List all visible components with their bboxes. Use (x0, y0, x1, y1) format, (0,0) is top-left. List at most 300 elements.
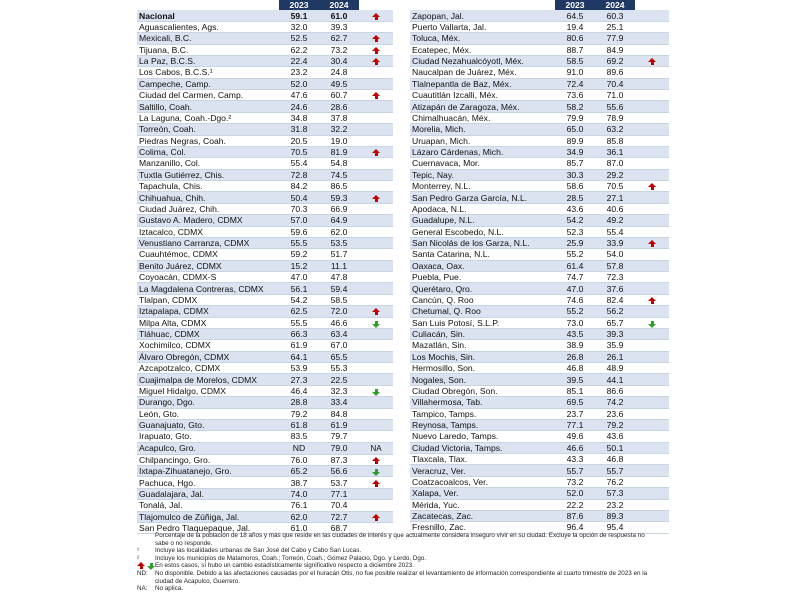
change-indicator (635, 328, 669, 339)
value-2023: 26.8 (555, 351, 595, 362)
value-2023: 30.3 (555, 169, 595, 180)
change-indicator (635, 203, 669, 214)
value-2023: 59.2 (279, 249, 319, 260)
value-2024: 95.4 (595, 522, 635, 533)
table-row (137, 477, 393, 488)
table-row (137, 500, 393, 511)
city-name: Cuautitlán Izcalli, Méx. (410, 90, 555, 101)
table-row (410, 476, 669, 487)
green-down-arrow-icon (372, 472, 380, 476)
change-indicator (359, 500, 393, 511)
change-indicator (635, 226, 669, 237)
table-row (137, 135, 393, 146)
change-indicator (635, 317, 669, 328)
red-up-arrow-icon (372, 149, 380, 153)
value-2024: 65.7 (595, 317, 635, 328)
city-name: San Luis Potosí, S.L.P. (410, 317, 555, 328)
city-name: Veracruz, Ver. (410, 465, 555, 476)
value-2024: 28.6 (319, 101, 359, 112)
value-2024: 24.8 (319, 67, 359, 78)
value-2023: 79.9 (555, 112, 595, 123)
red-up-arrow-icon (648, 297, 656, 301)
value-2023: 28.5 (555, 192, 595, 203)
value-2024: 40.6 (595, 203, 635, 214)
value-2024: 64.9 (319, 215, 359, 226)
value-2024: 33.4 (319, 397, 359, 408)
value-2024: 84.8 (319, 408, 359, 419)
table-row (137, 44, 393, 55)
city-name: Iztapalapa, CDMX (137, 306, 279, 317)
footnote-na-key: NA: (137, 585, 148, 593)
city-name: Azcapotzalco, CDMX (137, 363, 279, 374)
value-2023: 50.4 (279, 192, 319, 203)
change-indicator (359, 283, 393, 294)
table-row (137, 203, 393, 214)
red-up-arrow-icon (648, 240, 656, 244)
city-name: Mazatlán, Sin. (410, 340, 555, 351)
city-name: Lázaro Cárdenas, Mich. (410, 146, 555, 157)
table-row (410, 192, 669, 203)
red-up-arrow-icon (137, 562, 145, 566)
value-2024: 44.1 (595, 374, 635, 385)
city-name: La Paz, B.C.S. (137, 55, 279, 66)
value-2023: 72.8 (279, 169, 319, 180)
table-row (137, 317, 393, 328)
value-2024: 30.4 (319, 55, 359, 66)
table-row (137, 363, 393, 374)
change-indicator (359, 374, 393, 385)
table-row (137, 294, 393, 305)
city-name: Cuajimalpa de Morelos, CDMX (137, 374, 279, 385)
city-name: Ciudad Juárez, Chih. (137, 203, 279, 214)
value-2024: 50.1 (595, 442, 635, 453)
city-name: Toluca, Méx. (410, 33, 555, 44)
value-2024: 37.6 (595, 283, 635, 294)
table-row (137, 226, 393, 237)
change-indicator (359, 67, 393, 78)
table-row (410, 374, 669, 385)
value-2024: 51.7 (319, 249, 359, 260)
change-indicator (359, 340, 393, 351)
value-2023: 54.2 (555, 215, 595, 226)
city-name: Naucalpan de Juárez, Méx. (410, 67, 555, 78)
value-2024: 46.6 (319, 317, 359, 328)
value-2023: 39.5 (555, 374, 595, 385)
city-name: La Laguna, Coah.-Dgo.² (137, 112, 279, 123)
value-2024: 32.2 (319, 124, 359, 135)
footnotes (137, 532, 657, 593)
table-row (410, 260, 669, 271)
city-name: Los Mochis, Sin. (410, 351, 555, 362)
value-2023: 66.3 (279, 328, 319, 339)
change-indicator (635, 158, 669, 169)
table-row (410, 249, 669, 260)
change-indicator (359, 192, 393, 203)
city-name: Tlaxcala, Tlax. (410, 454, 555, 465)
table-row (410, 442, 669, 453)
change-indicator (635, 488, 669, 499)
table-row (137, 33, 393, 44)
change-indicator (359, 477, 393, 488)
value-2024: 61.9 (319, 419, 359, 430)
change-indicator (635, 272, 669, 283)
table-row (137, 408, 393, 419)
footnote-nd-text: No disponible. Debido a las afectaciones causadas por el huracán Otis, no fue posible realizar el levantamiento de información correspondiente al cuarto trimestre de 2023 en la ciudad de Acapulco, Guerrero. (155, 569, 648, 585)
value-2023: 58.5 (555, 55, 595, 66)
red-up-arrow-icon (372, 514, 380, 518)
value-2023: 56.1 (279, 283, 319, 294)
table-row (137, 488, 393, 499)
city-name: Nuevo Laredo, Tamps. (410, 431, 555, 442)
value-2023: 23.2 (279, 67, 319, 78)
year-2023-header: 2023 (279, 0, 319, 10)
table-row (137, 169, 393, 180)
table-row (410, 226, 669, 237)
table-row (137, 101, 393, 112)
table-row (410, 488, 669, 499)
change-indicator (359, 237, 393, 248)
table-row (410, 408, 669, 419)
city-name: Reynosa, Tamps. (410, 419, 555, 430)
change-indicator (359, 55, 393, 66)
table-row (410, 67, 669, 78)
table-row (410, 146, 669, 157)
change-indicator (359, 385, 393, 396)
change-indicator (359, 101, 393, 112)
value-2024: 35.9 (595, 340, 635, 351)
change-indicator (359, 44, 393, 55)
value-2024: 62.0 (319, 226, 359, 237)
table-row (137, 249, 393, 260)
city-name: Nogales, Son. (410, 374, 555, 385)
city-name: Mexicali, B.C. (137, 33, 279, 44)
right-data-table (410, 0, 669, 534)
value-2024: 67.0 (319, 340, 359, 351)
value-2023: 49.6 (555, 431, 595, 442)
table-row (137, 272, 393, 283)
change-indicator (635, 465, 669, 476)
red-up-arrow-icon (648, 183, 656, 187)
value-2024: 11.1 (319, 260, 359, 271)
city-name: Cuauhtémoc, CDMX (137, 249, 279, 260)
value-2023: 62.2 (279, 44, 319, 55)
table-row (410, 33, 669, 44)
value-2023: 55.4 (279, 158, 319, 169)
value-2024: 47.8 (319, 272, 359, 283)
city-name: Ciudad del Carmen, Camp. (137, 90, 279, 101)
city-name: Ciudad Victoria, Tamps. (410, 442, 555, 453)
value-2024: 74.5 (319, 169, 359, 180)
city-name: Querétaro, Qro. (410, 283, 555, 294)
value-2023: ND (279, 442, 319, 454)
change-indicator (635, 146, 669, 157)
value-2024: 46.8 (595, 454, 635, 465)
city-name: Fresnillo, Zac. (410, 522, 555, 533)
change-indicator (635, 78, 669, 89)
city-name: Coatzacoalcos, Ver. (410, 476, 555, 487)
value-2023: 52.5 (279, 33, 319, 44)
value-2024: 59.3 (319, 192, 359, 203)
value-2023: 43.3 (555, 454, 595, 465)
table-row (137, 283, 393, 294)
value-2023: 85.7 (555, 158, 595, 169)
table-row (410, 510, 669, 521)
footnote-nd-key: ND: (137, 569, 148, 577)
value-2023: 88.7 (555, 44, 595, 55)
city-name: Mérida, Yuc. (410, 499, 555, 510)
city-name: La Magdalena Contreras, CDMX (137, 283, 279, 294)
change-indicator (635, 340, 669, 351)
table-row (137, 215, 393, 226)
table-row (410, 112, 669, 123)
change-indicator (635, 90, 669, 101)
change-indicator (635, 363, 669, 374)
value-2024: 66.9 (319, 203, 359, 214)
value-2023: 91.0 (555, 67, 595, 78)
change-indicator (359, 294, 393, 305)
na-label: NA (370, 443, 382, 453)
value-2024: 57.3 (595, 488, 635, 499)
value-2024: 70.4 (595, 78, 635, 89)
red-up-arrow-icon (372, 195, 380, 199)
city-name: Gustavo A. Madero, CDMX (137, 215, 279, 226)
value-2024: 27.1 (595, 192, 635, 203)
city-name: Tlalnepantla de Baz, Méx. (410, 78, 555, 89)
table-row (137, 374, 393, 385)
table-row (137, 146, 393, 157)
table-row (137, 466, 393, 477)
value-2024: 81.9 (319, 146, 359, 157)
table-row (410, 101, 669, 112)
footnote-na (137, 585, 657, 593)
value-2024: 53.7 (319, 477, 359, 488)
city-name: Guadalupe, N.L. (410, 215, 555, 226)
change-indicator (635, 385, 669, 396)
city-name: Acapulco, Gro. (137, 442, 279, 454)
change-indicator (635, 283, 669, 294)
city-name: Chetumal, Q. Roo (410, 306, 555, 317)
change-indicator (635, 101, 669, 112)
value-2024: 70.5 (595, 181, 635, 192)
city-name: Milpa Alta, CDMX (137, 317, 279, 328)
change-indicator (359, 328, 393, 339)
change-indicator (635, 408, 669, 419)
change-indicator (359, 135, 393, 146)
left-data-table (137, 0, 393, 534)
footnote-main-text: Porcentaje de la población de 18 años y más que reside en las ciudades de interés y que actualmente considera inseguro vivir en su ciudad. Excluye la opción de respuesta no sabe o no responde. (155, 532, 645, 547)
value-2024: 72.7 (319, 511, 359, 522)
red-up-arrow-icon (372, 92, 380, 96)
change-indicator (635, 44, 669, 55)
table-row (137, 351, 393, 362)
change-indicator (635, 442, 669, 453)
value-2023: 74.7 (555, 272, 595, 283)
green-down-arrow-icon (372, 392, 380, 396)
city-name: Zacatecas, Zac. (410, 510, 555, 521)
value-2024: 32.3 (319, 385, 359, 396)
table-row (410, 78, 669, 89)
change-indicator (359, 408, 393, 419)
city-name: Apodaca, N.L. (410, 203, 555, 214)
value-2024: 69.2 (595, 55, 635, 66)
value-2023: 46.8 (555, 363, 595, 374)
table-row (137, 340, 393, 351)
value-2023: 65.0 (555, 124, 595, 135)
green-down-arrow-icon (372, 324, 380, 328)
value-2024: 48.9 (595, 363, 635, 374)
city-name: Campeche, Camp. (137, 78, 279, 89)
city-name: Zapopan, Jal. (410, 10, 555, 21)
table-row (137, 385, 393, 396)
change-indicator (359, 215, 393, 226)
change-indicator (359, 317, 393, 328)
change-indicator (635, 294, 669, 305)
city-name: Tlalpan, CDMX (137, 294, 279, 305)
change-indicator (635, 510, 669, 521)
table-row (137, 181, 393, 192)
value-2024: 65.5 (319, 351, 359, 362)
value-2023: 64.1 (279, 351, 319, 362)
table-row (410, 283, 669, 294)
change-indicator (635, 112, 669, 123)
city-name: Atizapán de Zaragoza, Méx. (410, 101, 555, 112)
city-name: Tlajomulco de Zúñiga, Jal. (137, 511, 279, 522)
city-name: Nacional (137, 10, 279, 21)
value-2024: 22.5 (319, 374, 359, 385)
value-2023: 70.5 (279, 146, 319, 157)
value-2023: 52.0 (279, 78, 319, 89)
change-indicator (359, 351, 393, 362)
change-indicator (359, 272, 393, 283)
change-indicator (359, 397, 393, 408)
city-name: Piedras Negras, Coah. (137, 135, 279, 146)
footnote-nd (137, 570, 657, 585)
value-2024: 60.3 (595, 10, 635, 21)
change-indicator (359, 10, 393, 21)
green-down-arrow-icon (147, 566, 155, 570)
value-2024: 43.6 (595, 431, 635, 442)
table-row (410, 317, 669, 328)
value-2023: 31.8 (279, 124, 319, 135)
table-row (137, 454, 393, 465)
value-2023: 83.5 (279, 431, 319, 442)
value-2023: 55.5 (279, 317, 319, 328)
indicator-column-header (635, 0, 669, 10)
change-indicator (359, 226, 393, 237)
table-row (410, 351, 669, 362)
value-2023: 55.7 (555, 465, 595, 476)
value-2024: 72.3 (595, 272, 635, 283)
table-row (137, 431, 393, 442)
table-row (410, 499, 669, 510)
table-row (137, 21, 393, 32)
table-row (410, 169, 669, 180)
table-row (137, 306, 393, 317)
value-2024: 61.0 (319, 10, 359, 21)
change-indicator (635, 374, 669, 385)
value-2024: 19.0 (319, 135, 359, 146)
value-2023: 47.0 (279, 272, 319, 283)
change-indicator (359, 203, 393, 214)
red-up-arrow-icon (372, 308, 380, 312)
city-name: Puerto Vallarta, Jal. (410, 21, 555, 32)
value-2023: 96.4 (555, 522, 595, 533)
value-2024: 58.5 (319, 294, 359, 305)
value-2024: 26.1 (595, 351, 635, 362)
red-up-arrow-icon (372, 480, 380, 484)
red-up-arrow-icon (372, 58, 380, 62)
value-2024: 63.4 (319, 328, 359, 339)
city-name: Los Cabos, B.C.S.¹ (137, 67, 279, 78)
value-2023: 58.6 (555, 181, 595, 192)
change-indicator (359, 431, 393, 442)
change-indicator (635, 499, 669, 510)
change-indicator (635, 431, 669, 442)
value-2023: 64.5 (555, 10, 595, 21)
change-indicator (635, 55, 669, 66)
value-2023: 58.2 (555, 101, 595, 112)
city-name: Guanajuato, Gto. (137, 419, 279, 430)
table-row (410, 124, 669, 135)
change-indicator (359, 181, 393, 192)
city-name: Ecatepec, Méx. (410, 44, 555, 55)
value-2023: 59.1 (279, 10, 319, 21)
value-2023: 34.9 (555, 146, 595, 157)
value-2024: 39.3 (319, 21, 359, 32)
change-indicator (635, 169, 669, 180)
value-2023: 47.6 (279, 90, 319, 101)
value-2023: 73.0 (555, 317, 595, 328)
green-down-arrow-icon (648, 324, 656, 328)
value-2024: 79.0 (319, 442, 359, 454)
value-2023: 25.9 (555, 237, 595, 248)
change-indicator (635, 419, 669, 430)
value-2024: 78.9 (595, 112, 635, 123)
value-2023: 61.4 (555, 260, 595, 271)
value-2024: 86.6 (595, 385, 635, 396)
city-name: Hermosillo, Son. (410, 363, 555, 374)
value-2023: 43.6 (555, 203, 595, 214)
table-row (137, 55, 393, 66)
change-indicator (359, 363, 393, 374)
value-2023: 77.1 (555, 419, 595, 430)
red-up-arrow-icon (372, 457, 380, 461)
value-2024: 55.4 (595, 226, 635, 237)
value-2024: 72.0 (319, 306, 359, 317)
value-2024: 59.4 (319, 283, 359, 294)
value-2024: 23.2 (595, 499, 635, 510)
value-2023: 55.5 (279, 237, 319, 248)
value-2024: 79.2 (595, 419, 635, 430)
value-2024: 25.1 (595, 21, 635, 32)
change-indicator (359, 442, 393, 454)
table-row (137, 78, 393, 89)
city-name: Chimalhuacán, Méx. (410, 112, 555, 123)
value-2023: 32.0 (279, 21, 319, 32)
value-2023: 59.6 (279, 226, 319, 237)
value-2024: 36.1 (595, 146, 635, 157)
city-name: Coyoacán, CDMX-S (137, 272, 279, 283)
change-indicator (359, 112, 393, 123)
value-2023: 47.0 (555, 283, 595, 294)
value-2023: 74.0 (279, 488, 319, 499)
change-indicator (635, 306, 669, 317)
value-2023: 65.2 (279, 466, 319, 477)
footnote-arrows-text: En estos casos, sí hubo un cambio estadísticamente significativo respecto a diciembre 2023. (155, 562, 415, 570)
table-row (137, 67, 393, 78)
value-2023: 54.2 (279, 294, 319, 305)
table-row (137, 328, 393, 339)
